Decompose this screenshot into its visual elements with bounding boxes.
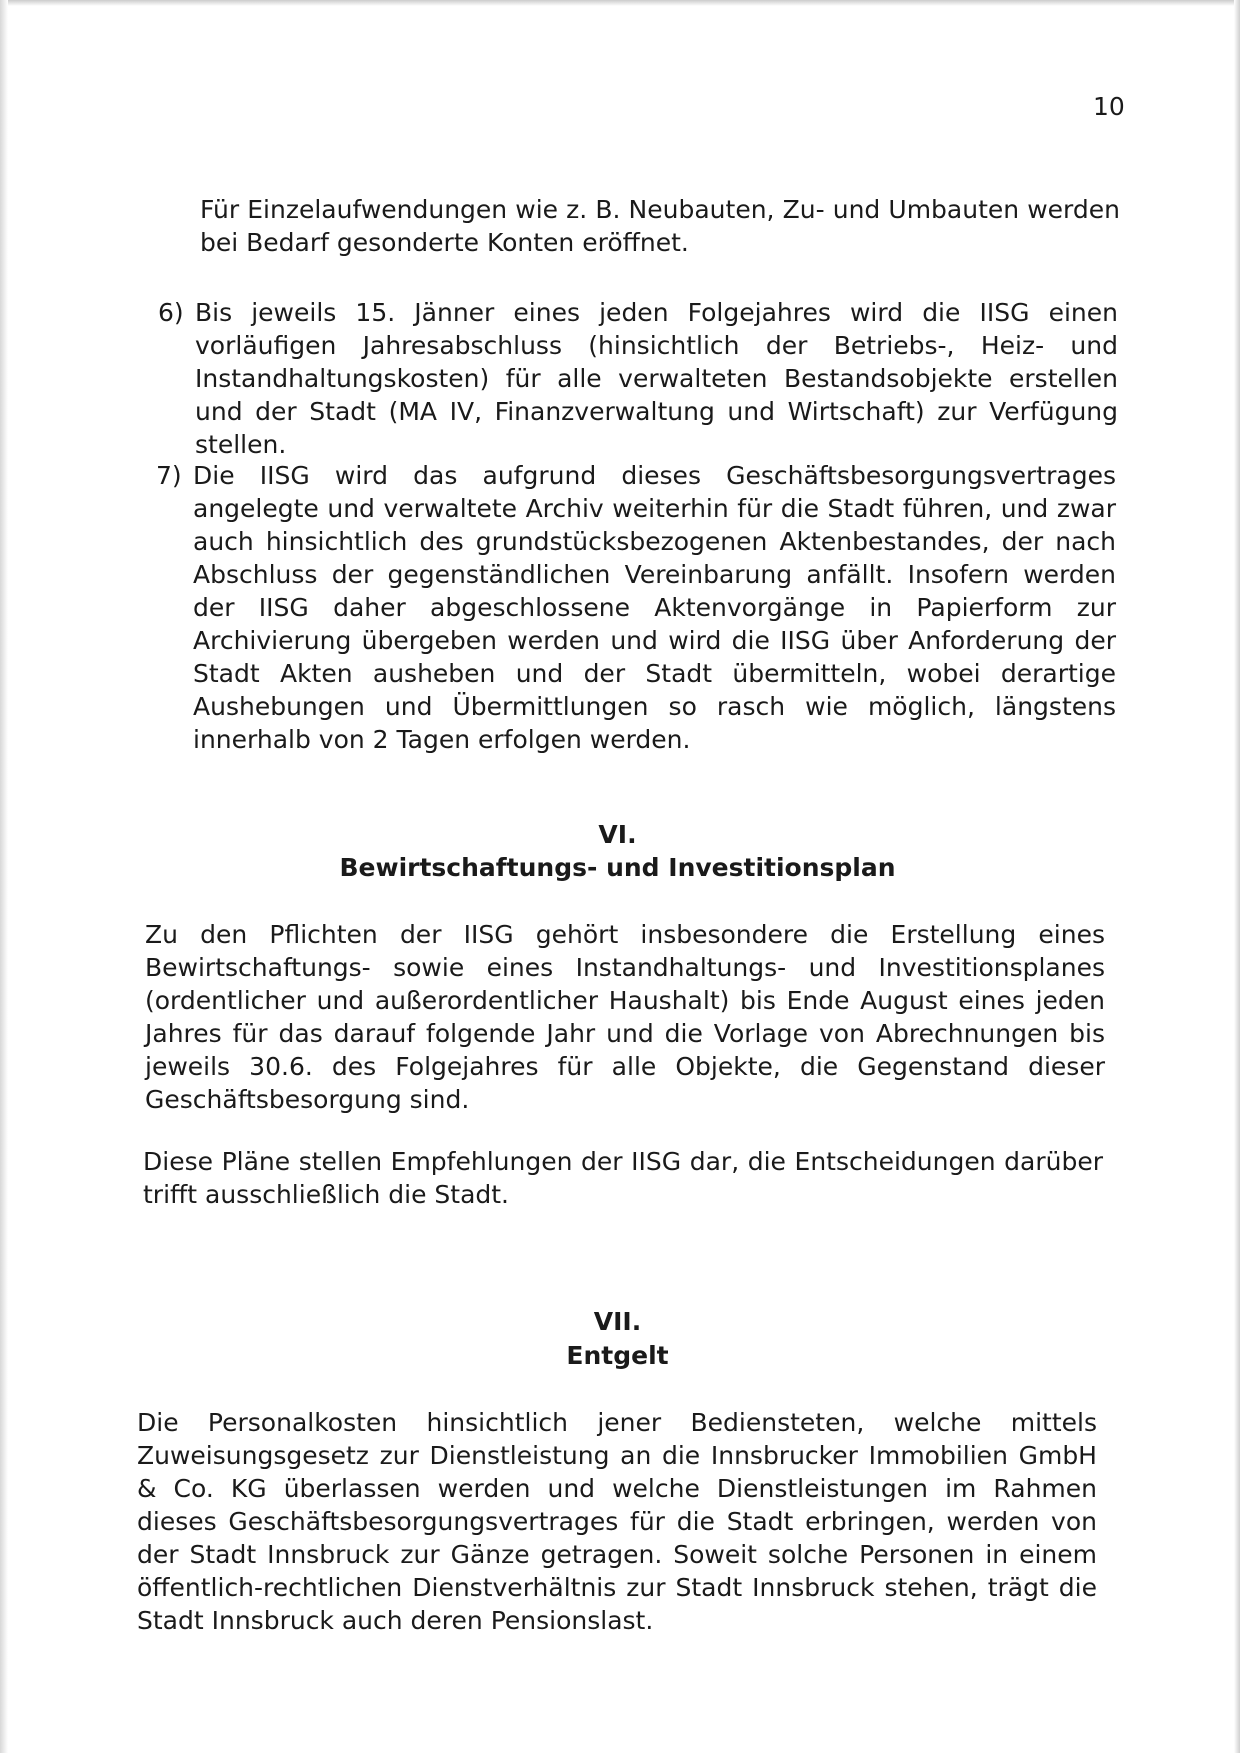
intro-paragraph: Für Einzelaufwendungen wie z. B. Neubauten, Zu- und Umbauten werden bei Bedarf gesonderte Konten eröffnet. — [200, 195, 1120, 257]
list-item-text: Die IISG wird das aufgrund dieses Geschäftsbesorgungsvertrages angelegte und verwaltete Archiv weiterhin für die Stadt führen, und zwar auch hinsichtlich des grundstücksbezogenen Aktenbestandes, der nach Abschluss der gegenständlichen Vereinbarung anfällt. Insofern werden der IISG daher abgeschlossene Aktenvorgänge in Papierform zur Archivierung übergeben werden und wird die IISG über Anforderung der Stadt Akten ausheben und der Stadt übermitteln, wobei derartige Aushebungen und Übermittlungen so rasch wie möglich, längstens innerhalb von 2 Tagen erfolgen werden. — [193, 461, 1116, 754]
section-vi-numeral: VI. — [598, 820, 637, 849]
page-number: 10 — [1093, 92, 1125, 121]
section-vii-paragraph-1: Die Personalkosten hinsichtlich jener Bediensteten, welche mittels Zuweisungsgesetz zur Dienstleistung an die Innsbrucker Immobilien GmbH & Co. KG überlassen werden und welche Dienstleistungen im Rahmen dieses Geschäftsbesorgungsvertrages für die Stadt erbringen, werden von der Stadt Innsbruck zur Gänze getragen. Soweit solche Personen in einem öffentlich-rechtlichen Dienstverhältnis zur Stadt Innsbruck stehen, trägt die Stadt Innsbruck auch deren Pensionslast. — [137, 1408, 1097, 1635]
list-item-number: 6) — [158, 298, 184, 327]
section-vii-title: Entgelt — [566, 1341, 669, 1370]
section-vi-title: Bewirtschaftungs- und Investitionsplan — [339, 853, 896, 882]
scan-edge-left — [0, 0, 8, 1753]
scan-edge-right — [1234, 0, 1240, 1753]
list-item-number: 7) — [156, 461, 182, 490]
list-item-text: Bis jeweils 15. Jänner eines jeden Folgejahres wird die IISG einen vorläufigen Jahresabschluss (hinsichtlich der Betriebs-, Heiz- und Instandhaltungskosten) für alle verwalteten Bestandsobjekte erstellen und der Stadt (MA IV, Finanzverwaltung und Wirtschaft) zur Verfügung stellen. — [195, 298, 1118, 459]
section-vi-paragraph-1: Zu den Pflichten der IISG gehört insbesondere die Erstellung eines Bewirtschaftungs- sowie eines Instandhaltungs- und Investitionsplanes (ordentlicher und außerordentlicher Haushalt) bis Ende August eines jeden Jahres für das darauf folgende Jahr und die Vorlage von Abrechnungen bis jeweils 30.6. des Folgejahres für alle Objekte, die Gegenstand dieser Geschäftsbesorgung sind. — [145, 920, 1105, 1114]
section-vi-paragraph-2: Diese Pläne stellen Empfehlungen der IISG dar, die Entscheidungen darüber trifft ausschließlich die Stadt. — [143, 1147, 1103, 1209]
scan-edge-top — [0, 0, 1240, 6]
section-vii-numeral: VII. — [593, 1307, 642, 1336]
